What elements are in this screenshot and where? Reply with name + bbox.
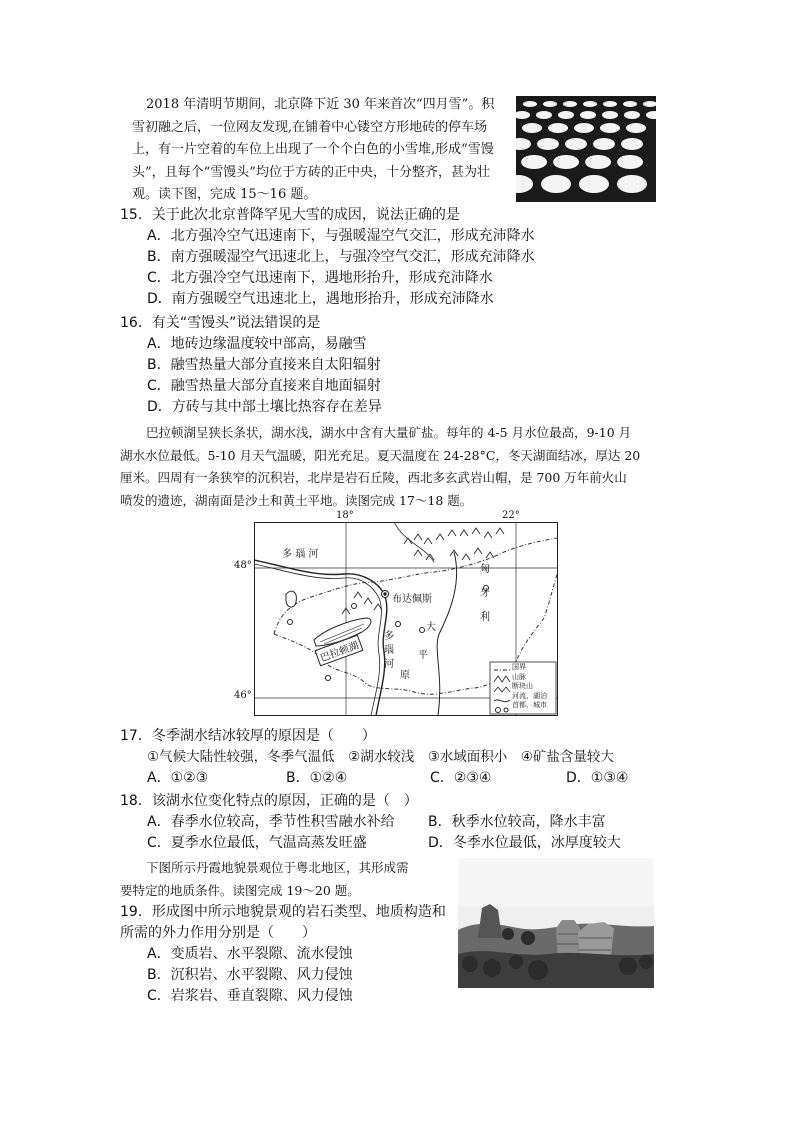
- option-c: C．岩浆岩、垂直裂隙、风力侵蚀: [147, 988, 353, 1004]
- legend-item: 国界: [512, 663, 526, 671]
- option-c: C．②③④: [430, 770, 492, 786]
- intro-line: 头”，且每个“雪馒头”均位于方砖的正中央，十分整齐，甚为壮: [132, 164, 490, 180]
- intro-line: 下图所示丹霞地貌景观位于粤北地区，其形成需: [146, 860, 409, 875]
- intro-line: 湖水水位最低。5-10 月天气温暖，阳光充足。夏天温度在 24-28°C，冬天湖面结冰，厚达 20: [120, 447, 641, 463]
- lake-label-balaton: 巴拉顿湖: [314, 635, 363, 667]
- option-row: [120, 768, 680, 789]
- option-d: D．方砖与其中部土壤比热容存在差异: [147, 399, 382, 415]
- city-label-budapest: 布达佩斯: [392, 594, 432, 605]
- option-a: A．北方强冷空气迅速南下，与强暖湿空气交汇，形成充沛降水: [147, 228, 535, 244]
- intro-paragraph-3: [120, 857, 455, 902]
- intro-line: 巴拉顿湖呈狭长条状，湖水浅，湖水中含有大量矿盐。每年的 4-5 月水位最高，9-10 月: [146, 425, 632, 440]
- option-c: C．北方强冷空气迅速南下，遇地形抬升，形成充沛降水: [147, 270, 493, 286]
- option-d: D．①③④: [566, 770, 629, 786]
- option-b: B．①②④: [286, 770, 348, 786]
- option-row: [120, 833, 680, 854]
- question-15: [120, 205, 680, 310]
- option-a: A．春季水位较高，季节性积雪融水补给: [147, 814, 395, 830]
- intro-line: 雪初融之后，一位网友发现,在铺着中心镂空方形地砖的停车场: [132, 119, 488, 135]
- lat-label: 48°: [234, 560, 252, 571]
- option-b: B．融雪热量大部分直接来自太阳辐射: [147, 357, 381, 373]
- balaton-map: [232, 510, 562, 720]
- intro-paragraph-2: [120, 422, 680, 512]
- intro-line: 观。读下图，完成 15～16 题。: [132, 187, 317, 202]
- danxia-landform-photo: [458, 858, 654, 988]
- lon-label: 22°: [502, 510, 520, 521]
- intro-paragraph-1: [132, 94, 512, 207]
- legend-item: 断块山: [512, 682, 533, 691]
- intro-line: 喷发的遗迹，湖南面是沙土和黄土平地。读图完成 17～18 题。: [120, 492, 473, 508]
- question-17: [120, 726, 680, 789]
- option-d: D．南方强暖空气迅速北上，遇地形抬升，形成充沛降水: [147, 291, 494, 307]
- question-stem: 16．有关“雪馒头”说法错误的是: [120, 315, 321, 331]
- option-b: B．秋季水位较高，降水丰富: [428, 814, 606, 830]
- question-16: [120, 313, 680, 418]
- map-legend: [512, 663, 547, 711]
- option-d: D．冬季水位最低，冰厚度较大: [428, 835, 621, 851]
- option-a: A．地砖边缘温度较中部高，易融雪: [147, 336, 367, 352]
- legend-item: 山脉: [512, 672, 526, 681]
- question-stem: 17．冬季湖水结冰较厚的原因是（ ）: [120, 728, 376, 744]
- region-label-yuan: 原: [400, 670, 410, 681]
- option-a: A．变质岩、水平裂隙、流水侵蚀: [147, 946, 353, 962]
- intro-line: 要特定的地质条件。读图完成 19～20 题。: [120, 882, 360, 898]
- region-label-da: 大: [426, 622, 436, 633]
- intro-line: 厘米。四周有一条狭窄的沉积岩，北岸是岩石丘陵，西北多玄武岩山帽，是 700 万年前火山: [120, 470, 627, 485]
- option-c: C．融雪热量大部分直接来自地面辐射: [147, 378, 381, 394]
- question-stem: 15．关于此次北京普降罕见大雪的成因，说法正确的是: [120, 207, 460, 223]
- option-b: B．沉积岩、水平裂隙、风力侵蚀: [147, 967, 353, 983]
- lon-label: 18°: [336, 510, 354, 521]
- question-stem: 19．形成图中所示地貌景观的岩石类型、地质构造和: [120, 904, 446, 920]
- intro-line: 上，有一片空着的车位上出现了一个个白色的小雪堆,形成“雪馒: [132, 142, 494, 157]
- legend-item: 河流、湖泊: [512, 691, 547, 700]
- question-18: [120, 791, 680, 854]
- question-stem: 18．该湖水位变化特点的原因，正确的是（ ）: [120, 793, 418, 809]
- region-label-ping: 平: [418, 650, 428, 661]
- option-row: [120, 812, 680, 833]
- danube-label-west: 多 瑙 河: [282, 549, 319, 560]
- danube-label-south: 多 瑙 河: [384, 631, 394, 670]
- question-19: [120, 902, 460, 1007]
- region-label-hungary: 匈 牙 利: [480, 564, 490, 623]
- option-a: A．①②③: [147, 770, 209, 786]
- question-items: ①气候大陆性较强，冬季气温低 ②湖水较浅 ③水域面积小 ④矿盐含量较大: [147, 749, 614, 765]
- intro-line: 2018 年清明节期间，北京降下近 30 年来首次“四月雪”。积: [146, 97, 495, 112]
- lat-label: 46°: [234, 690, 252, 701]
- option-c: C．夏季水位最低，气温高蒸发旺盛: [147, 835, 367, 851]
- legend-item: 首都、城市: [512, 701, 547, 710]
- question-stem: 所需的外力作用分别是（ ）: [120, 925, 316, 941]
- option-b: B．南方强暖湿空气迅速北上，与强冷空气交汇，形成充沛降水: [147, 249, 535, 265]
- snow-buns-photo: [516, 96, 656, 202]
